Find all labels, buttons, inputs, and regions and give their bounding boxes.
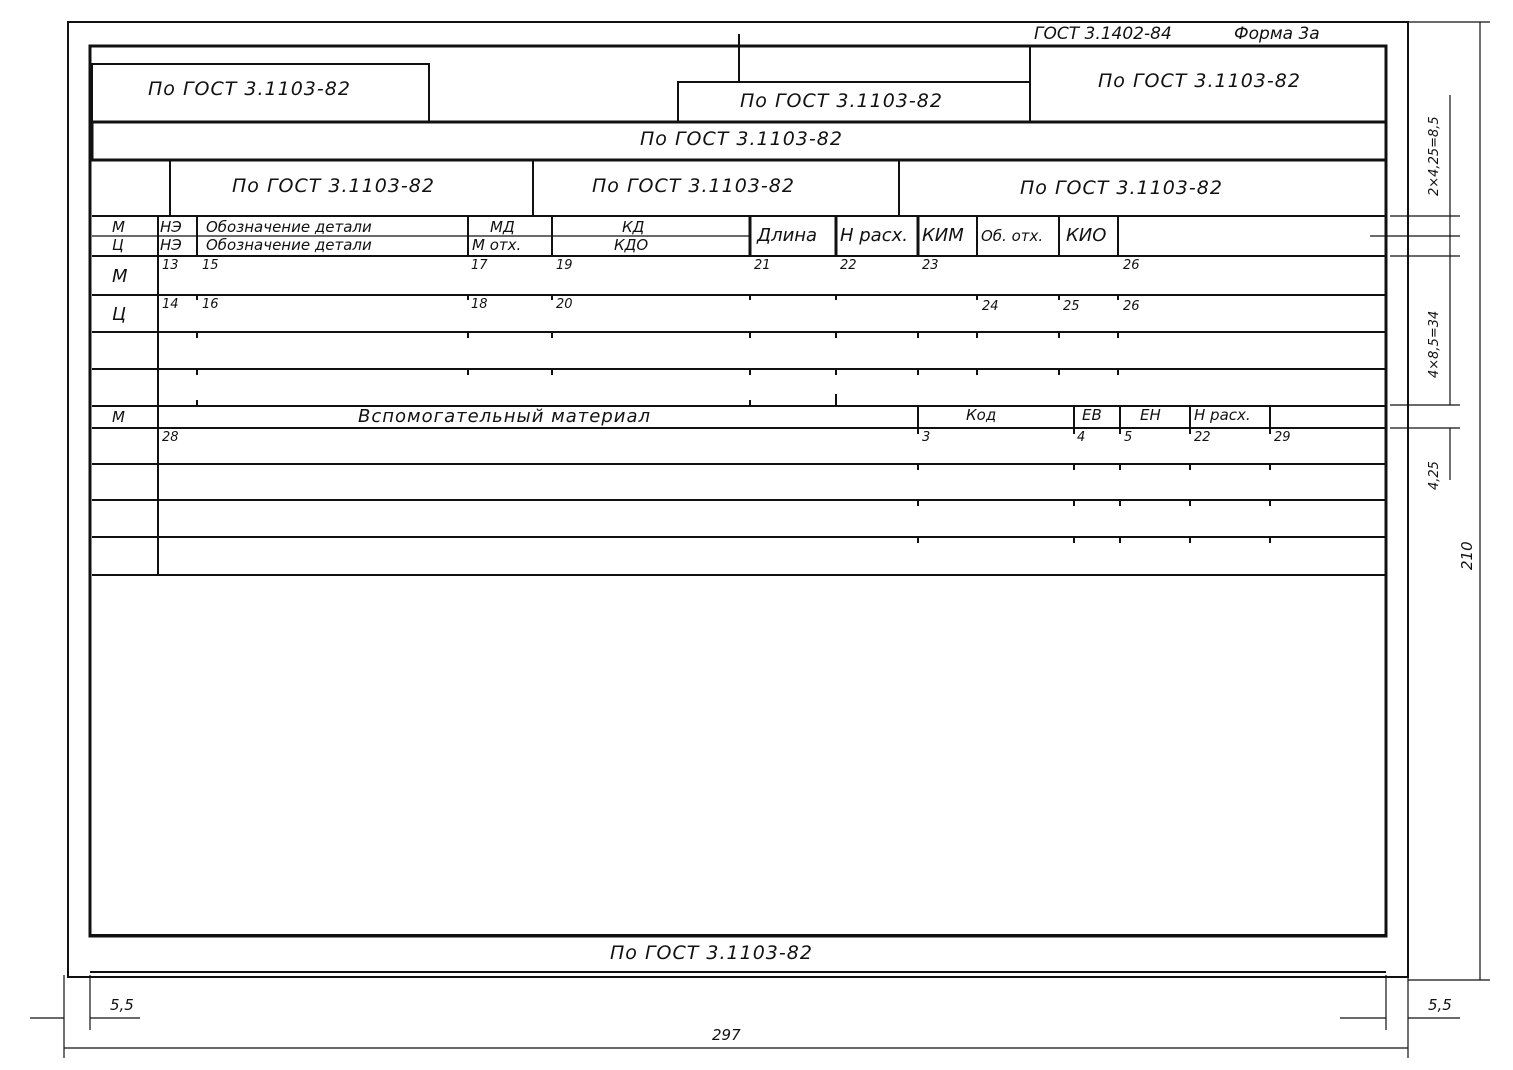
row-label-c: Ц <box>112 304 126 325</box>
dim-margin-right: 5,5 <box>1428 996 1452 1014</box>
dim-aux-row: 4,25 <box>1427 461 1442 490</box>
field-25: 25 <box>1063 299 1080 314</box>
aux-n-rasx: Н расх. <box>1194 406 1251 424</box>
dim-table-rows: 4×8,5=34 <box>1427 310 1442 378</box>
header-cell-1: По ГОСТ 3.1103-82 <box>232 175 435 197</box>
field-19: 19 <box>556 258 573 273</box>
row-label-m-header: М <box>112 218 125 236</box>
header-top-middle: По ГОСТ 3.1103-82 <box>740 90 943 112</box>
row-label-m: М <box>112 266 128 287</box>
dim-height: 210 <box>1458 541 1476 570</box>
field-22: 22 <box>840 258 857 273</box>
standard-number: ГОСТ 3.1402-84 <box>1034 24 1172 44</box>
col-designation-c: Обозначение детали <box>206 236 372 254</box>
field-16: 16 <box>202 297 219 312</box>
col-kd: КД <box>622 218 645 236</box>
field-21: 21 <box>754 258 771 273</box>
field-4: 4 <box>1077 430 1086 445</box>
field-23: 23 <box>922 258 939 273</box>
field-26-m: 26 <box>1123 258 1140 273</box>
col-n-rasx: Н расх. <box>840 225 908 246</box>
field-20: 20 <box>556 297 573 312</box>
col-designation-m: Обозначение детали <box>206 218 372 236</box>
header-wide-row: По ГОСТ 3.1103-82 <box>640 128 843 150</box>
field-26-c: 26 <box>1123 299 1140 314</box>
header-top-left: По ГОСТ 3.1103-82 <box>148 78 351 100</box>
col-kim: КИМ <box>922 225 964 246</box>
col-ne-m: НЭ <box>160 218 182 236</box>
aux-title: Вспомогательный материал <box>358 406 652 427</box>
col-kio: КИО <box>1066 225 1107 246</box>
dim-width: 297 <box>712 1026 741 1044</box>
field-24: 24 <box>982 299 999 314</box>
field-17: 17 <box>471 258 488 273</box>
field-22-aux: 22 <box>1194 430 1211 445</box>
field-14: 14 <box>162 297 179 312</box>
col-length: Длина <box>757 225 818 246</box>
row-label-m-aux: М <box>112 408 125 426</box>
field-5: 5 <box>1124 430 1133 445</box>
dim-margin-left: 5,5 <box>110 996 134 1014</box>
aux-en: ЕН <box>1140 406 1161 424</box>
header-cell-3: По ГОСТ 3.1103-82 <box>1020 177 1223 199</box>
col-ob-otx: Об. отх. <box>981 227 1044 245</box>
footer-block: По ГОСТ 3.1103-82 <box>610 942 813 964</box>
field-3: 3 <box>922 430 931 445</box>
dim-header-rows: 2×4,25=8,5 <box>1427 116 1442 196</box>
field-29: 29 <box>1274 430 1291 445</box>
form-name: Форма 3а <box>1234 24 1320 44</box>
col-kdo: КДО <box>614 236 649 254</box>
field-18: 18 <box>471 297 488 312</box>
field-28: 28 <box>162 430 179 445</box>
field-13: 13 <box>162 258 179 273</box>
field-15: 15 <box>202 258 219 273</box>
row-label-c-header: Ц <box>112 236 124 254</box>
col-m-otx: М отх. <box>472 236 522 254</box>
aux-ev: ЕВ <box>1082 406 1102 424</box>
aux-kod: Код <box>966 406 997 424</box>
col-md: МД <box>490 218 515 236</box>
col-ne-c: НЭ <box>160 236 182 254</box>
header-top-right: По ГОСТ 3.1103-82 <box>1098 70 1301 92</box>
header-cell-2: По ГОСТ 3.1103-82 <box>592 175 795 197</box>
